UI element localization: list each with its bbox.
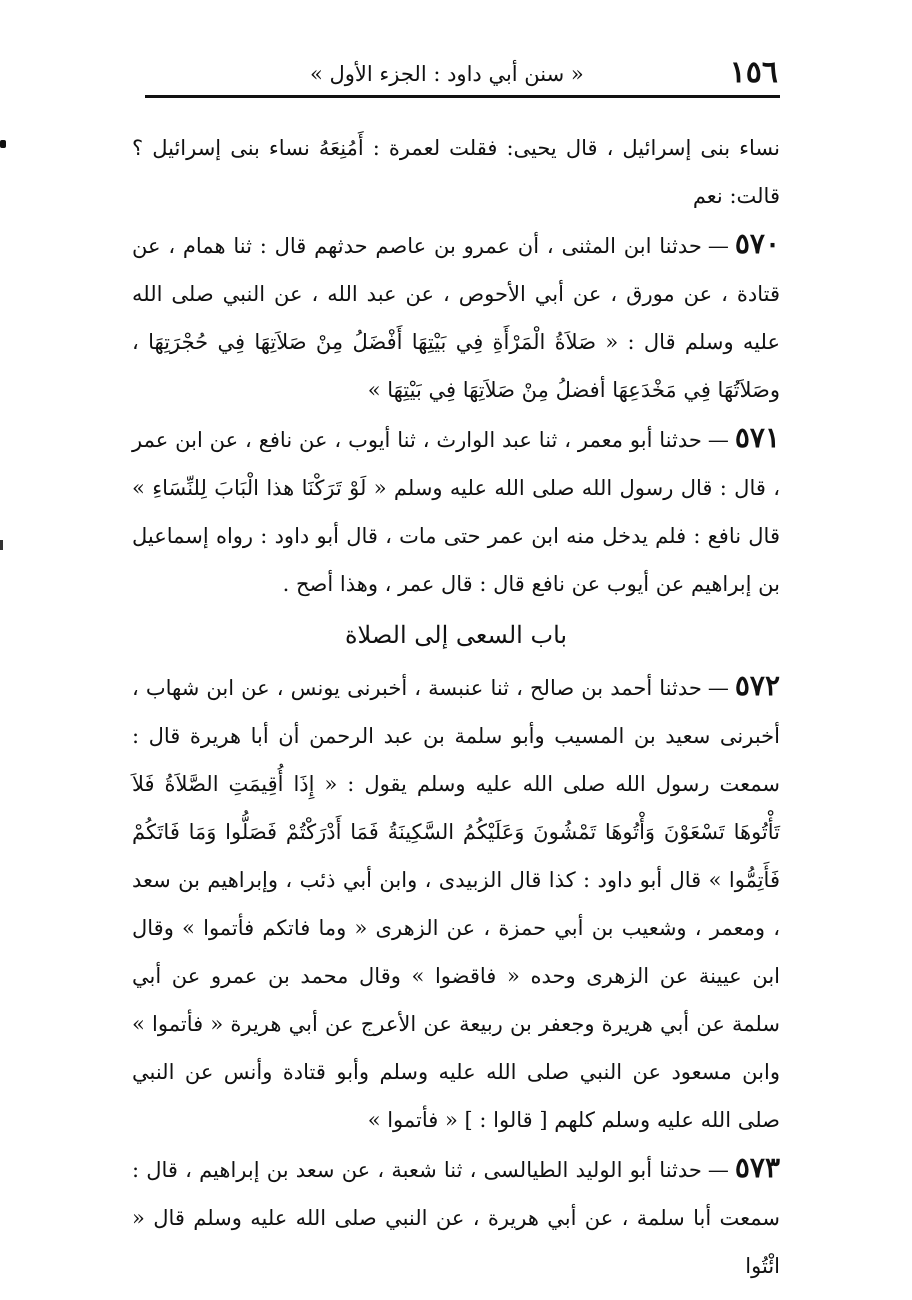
hadith-text: حدثنا ابن المثنى ، أن عمرو بن عاصم حدثهم قال : ثنا همام ، عن قتادة ، عن مورق ، عن أبي الأحوص ، عن عبد الله ، عن النبي صلى الله عليه وسلم قال : « صَلاَةُ الْمَرْأَةِ فِي بَيْتِهَا أَفْضَلُ مِنْ صَلاَتِهَا فِي حُجْرَتِهَا ، وصَلاَتُهَا فِي مَخْدَعِهَا أفضلُ مِنْ صَلاَتِهَا فِي بَيْتِهَا » <box>132 234 780 402</box>
dash-separator: — <box>707 428 729 452</box>
body-text <box>132 124 780 1290</box>
hadith-573 <box>132 1144 780 1290</box>
hadith-572 <box>132 662 780 1144</box>
chapter-title: باب السعى إلى الصلاة <box>344 621 568 649</box>
hadith-number: ٥٧٠ <box>734 227 780 260</box>
hadith-text: حدثنا أحمد بن صالح ، ثنا عنبسة ، أخبرنى يونس ، عن ابن شهاب ، أخبرنى سعيد بن المسيب وأبو سلمة بن عبد الرحمن أن أبا هريرة قال : سمعت رسول الله صلى الله عليه وسلم يقول : « إِذَا أُقِيمَتِ الصَّلاَةُ فَلاَ تَأْتُوهَا تَسْعَوْنَ وَأْتُوهَا تَمْشُونَ وَعَلَيْكُمُ السَّكِينَةُ فَمَا أَدْرَكْتُمْ فَصَلُّوا وَمَا فَاتَكُمْ فَأَتِمُّوا » قال أبو داود : كذا قال الزبيدى ، وابن أبي ذئب ، وإبراهيم بن سعد ، ومعمر ، وشعيب بن أبي حمزة ، عن الزهرى « وما فاتكم فأتموا » وقال ابن عيينة عن الزهرى وحده « فاقضوا » وقال محمد بن عمرو عن أبي سلمة عن أبي هريرة وجعفر بن ربيعة عن الأعرج عن أبي هريرة « فأتموا » وابن مسعود عن النبي صلى الله عليه وسلم وأبو قتادة وأنس عن النبي صلى الله عليه وسلم كلهم [ قالوا : ] « فأتموا » <box>132 676 781 1132</box>
hadith-number: ٥٧٣ <box>734 1151 780 1184</box>
hadith-570 <box>132 220 780 414</box>
hadith-571 <box>132 414 780 608</box>
hadith-text: حدثنا أبو معمر ، ثنا عبد الوارث ، ثنا أيوب ، عن نافع ، عن ابن عمر ، قال : قال رسول الله صلى الله عليه وسلم « لَوْ تَرَكْنَا هذا الْبَابَ لِلنِّسَاءِ » قال نافع : فلم يدخل منه ابن عمر حتى مات ، قال أبو داود : رواه إسماعيل بن إبراهيم عن أيوب عن نافع قال : قال عمر ، وهذا أصح . <box>132 428 780 596</box>
page-number: ١٥٦ <box>729 55 778 90</box>
paragraph-continuation <box>132 124 780 220</box>
hadith-number: ٥٧٢ <box>734 669 780 702</box>
dash-separator: — <box>707 676 729 700</box>
scan-margin-mark <box>0 540 3 550</box>
header-rule <box>145 95 780 98</box>
page-header <box>145 52 780 94</box>
hadith-number: ٥٧١ <box>734 421 780 454</box>
scan-margin-mark <box>0 140 6 148</box>
paragraph-text: نساء بنى إسرائيل ، قال يحيى: فقلت لعمرة : أَمُنِعَهُ نساء بنى إسرائيل ؟ قالت: نعم <box>132 136 780 208</box>
hadith-text: حدثنا أبو الوليد الطيالسى ، ثنا شعبة ، عن سعد بن إبراهيم ، قال : سمعت أبا سلمة ، عن أبي هريرة ، عن النبي صلى الله عليه وسلم قال « ائْتُوا <box>132 1158 780 1278</box>
dash-separator: — <box>707 1158 729 1182</box>
dash-separator: — <box>707 234 729 258</box>
running-title: « سنن أبي داود : الجزء الأول » <box>310 62 584 86</box>
